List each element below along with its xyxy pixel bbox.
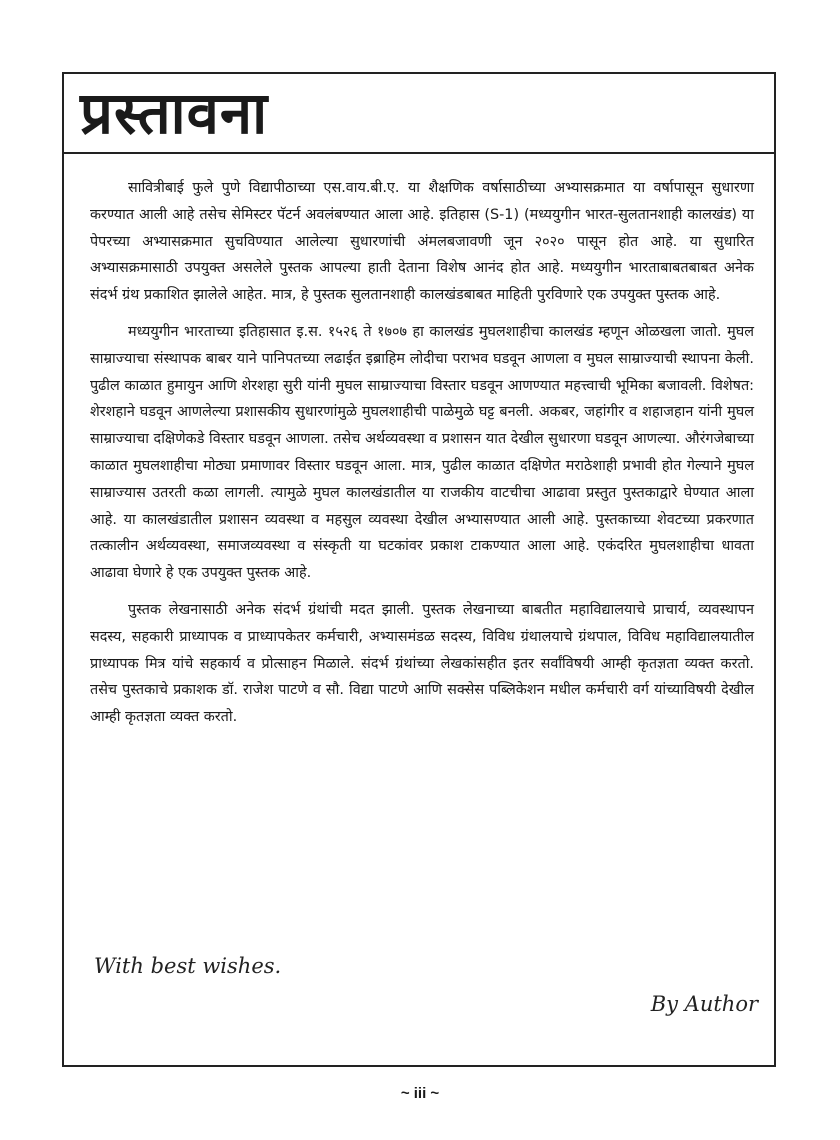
page-number: ~ iii ~ bbox=[400, 1085, 440, 1102]
page-title: प्रस्तावना bbox=[80, 79, 269, 147]
paragraph-1: सावित्रीबाई फुले पुणे विद्यापीठाच्या एस.वाय.बी.ए. या शैक्षणिक वर्षासाठीच्या अभ्यासक्रमात या वर्षापासून सुधारणा करण्यात आली आहे तसेच सेमिस्टर पॅटर्न अवलंबण्यात आला आहे. इतिहास (S-1) (मध्ययुगीन भारत-सुलतानशाही कालखंड) या पेपरच्या अभ्यासक्रमात सुचविण्यात आलेल्या सुधारणांची अंमलबजावणी जून २०२० पासून होत आहे. या सुधारित अभ्यासक्रमासाठी उपयुक्त असलेले पुस्तक आपल्या हाती देताना विशेष आनंद होत आहे. मध्ययुगीन भारताबाबतबाबत अनेक संदर्भ ग्रंथ प्रकाशित झालेले आहेत. मात्र, हे पुस्तक सुलतानशाही कालखंडबाबत माहिती पुरविणारे एक उपयुक्त पुस्तक आहे. bbox=[90, 180, 754, 304]
preface-body bbox=[90, 175, 754, 741]
paragraph-3: पुस्तक लेखनासाठी अनेक संदर्भ ग्रंथांची मदत झाली. पुस्तक लेखनाच्या बाबतीत महाविद्यालयाचे प्राचार्य, व्यवस्थापन सदस्य, सहकारी प्राध्यापक व प्राध्यापकेतर कर्मचारी, अभ्यासमंडळ सदस्य, विविध ग्रंथालयाचे ग्रंथपाल, विविध महाविद्यालयातील प्राध्यापक मित्र यांचे सहकार्य व प्रोत्साहन मिळाले. संदर्भ ग्रंथांच्या लेखकांसहीत इतर सर्वांविषयी आम्ही कृतज्ञता व्यक्त करतो. तसेच पुस्तकाचे प्रकाशक डॉ. राजेश पाटणे व सौ. विद्या पाटणे आणि सक्सेस पब्लिकेशन मधील कर्मचारी वर्ग यांच्याविषयी देखील आम्ही कृतज्ञता व्यक्त करतो. bbox=[90, 601, 754, 726]
paragraph-2: मध्ययुगीन भारताच्या इतिहासात इ.स. १५२६ ते १७०७ हा कालखंड मुघलशाहीचा कालखंड म्हणून ओळखला जातो. मुघल साम्राज्याचा संस्थापक बाबर याने पानिपतच्या लढाईत इब्राहिम लोदीचा पराभव घडवून आणला व मुघल साम्राज्याची स्थापना केली. पुढील काळात हुमायुन आणि शेरशहा सुरी यांनी मुघल साम्राज्याचा विस्तार घडवून आणण्यात महत्त्वाची भूमिका बजावली. विशेषत: शेरशहाने घडवून आणलेल्या प्रशासकीय सुधारणांमुळे मुघलशाहीची पाळेमुळे घट्ट बनली. अकबर, जहांगीर व शहाजहान यांनी मुघल साम्राज्याचा दक्षिणेकडे विस्तार घडवून आणला. तसेच अर्थव्यवस्था व प्रशासन यात देखील सुधारणा घडवून आणल्या. औरंगजेबाच्या काळात मुघलशाहीचा मोठ्या प्रमाणावर विस्तार घडवून आला. मात्र, पुढील काळात दक्षिणेत मराठेशाही प्रभावी होत गेल्याने मुघल साम्राज्यास उतरती कळा लागली. त्यामुळे मुघल कालखंडातील या राजकीय वाटचीचा आढावा प्रस्तुत पुस्तकाद्वारे घेण्यात आला आहे. या कालखंडातील प्रशासन व्यवस्था व महसुल व्यवस्था देखील अभ्यासण्यात आली आहे. पुस्तकाच्या शेवटच्या प्रकरणात तत्कालीन अर्थव्यवस्था, समाजव्यवस्था व संस्कृती या घटकांवर प्रकाश टाकण्यात आला आहे. एकंदरित मुघलशाहीचा धावता आढावा घेणारे हे एक उपयुक्त पुस्तक आहे. bbox=[90, 323, 754, 582]
title-bar bbox=[64, 74, 774, 154]
greeting-text: With best wishes. bbox=[94, 954, 282, 978]
preface-frame bbox=[62, 72, 776, 1067]
author-signature: By Author bbox=[650, 992, 758, 1016]
